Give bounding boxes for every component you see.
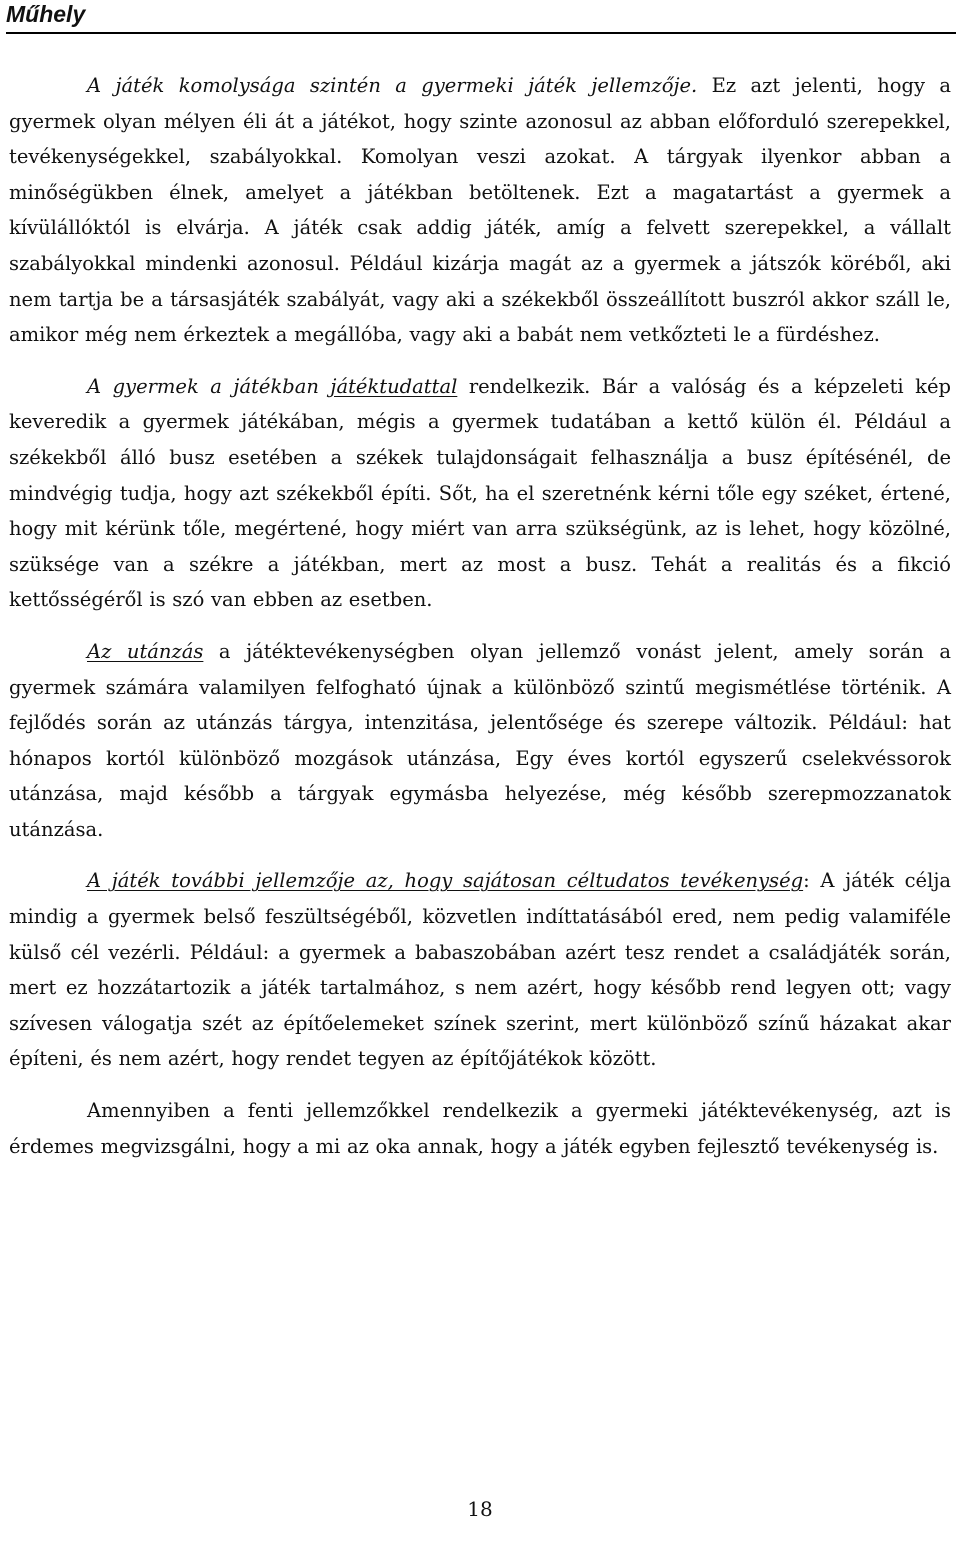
emphasis-purposeful-activity: A játék további jellemzője az, hogy sajátosan céltudatos tevékenység — [87, 869, 804, 893]
emphasis-imitation: Az utánzás — [87, 639, 204, 663]
section-title: Műhely — [6, 1, 86, 27]
emphasis-play-awareness-lead: A gyermek a játékban — [87, 374, 331, 398]
paragraph-purposeful-activity — [9, 863, 951, 1077]
paragraph-imitation — [9, 634, 951, 848]
paragraph-text: Ez azt jelenti, hogy a gyermek olyan mélyen éli át a játékot, hogy szinte azonosul az abban előforduló szerepekkel, tevékenységekkel, szabályokkal. Komolyan veszi azokat. A tárgyak ilyenkor abban a minőségükben élnek, amelyet a játékban betöltenek. Ezt a magatartást a gyermek a kívülállóktól is elvárja. A játék csak addig játék, amíg a felvett szerepekkel, a vállalt szabályokkal mindenki azonosul. Például kizárja magát az a gyermek a játszók köréből, aki nem tartja be a társasjáték szabályát, vagy aki a székekből összeállított buszról akkor száll le, amikor még nem érkeztek a megállóba, vagy aki a babát nem vetkőzteti le a fürdéshez. — [9, 74, 951, 347]
paragraph-seriousness — [9, 68, 951, 353]
emphasis-play-awareness-term: játéktudattal — [330, 374, 458, 398]
page-number: 18 — [467, 1497, 493, 1521]
paragraph-text: a játéktevékenységben olyan jellemző vonást jelent, amely során a gyermek számára valamilyen felfogható újnak a különböző szintű megismétlése történik. A fejlődés során az utánzás tárgya, intenzitása, jelentősége és szerepe változik. Például: hat hónapos kortól különböző mozgások utánzása, Egy éves kortól egyszerű cselekvéssorok utánzása, majd később a tárgyak egymásba helyezése, még később szerepmozzanatok utánzása. — [9, 639, 952, 841]
paragraph-text: rendelkezik. Bár a valóság és a képzeleti kép keveredik a gyermek játékában, mégis a gyermek tudatában a kettő külön él. Például a székekből álló busz esetében a székek tulajdonságait felhasználja a busz építésénél, de mindvégig tudja, hogy azt székekből építi. Sőt, ha el szeretnénk kérni tőle egy széket, értené, hogy mit kérünk tőle, megértené, hogy miért van arra szükségünk, az is lehet, hogy közölné, szüksége van a székre a játékban, mert az most a busz. Tehát a realitás és a fikció kettősségéről is szó van ebben az esetben. — [9, 374, 951, 612]
paragraph-text: : A játék célja mindig a gyermek belső feszültségéből, közvetlen indíttatásából ered, nem pedig valamiféle külső cél vezérli. Például: a gyermek a babaszobában azért tesz rendet a családjáték során, mert ez hozzátartozik a játék tartalmához, s nem azért, hogy később rend legyen ott; vagy szívesen válogatja szét az építőelemeket színek szerint, mert különböző színű házakat akar építeni, és nem azért, hogy rendet tegyen az építőjátékok között. — [9, 869, 951, 1071]
paragraph-text: Amennyiben a fenti jellemzőkkel rendelkezik a gyermeki játéktevékenység, azt is érdemes megvizsgálni, hogy a mi az oka annak, hogy a játék egyben fejlesztő tevékenység is. — [9, 1099, 951, 1158]
paragraph-play-awareness — [9, 369, 951, 618]
paragraph-conclusion — [9, 1093, 951, 1164]
page-header — [6, 0, 956, 34]
body-text — [9, 68, 951, 1164]
emphasis-seriousness: A játék komolysága szintén a gyermeki játék jellemzője. — [87, 74, 698, 97]
